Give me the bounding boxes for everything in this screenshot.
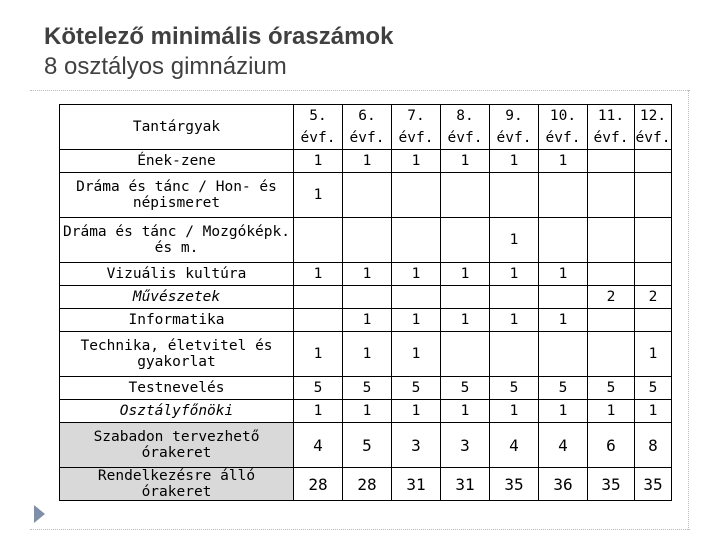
- hours-cell: [539, 286, 588, 309]
- hours-cell: 6: [588, 423, 635, 468]
- hours-cell: 5: [490, 377, 539, 400]
- hours-cell: 1: [539, 150, 588, 173]
- table-row: [60, 218, 672, 263]
- hours-cell: 4: [294, 423, 343, 468]
- hours-cell: 35: [635, 468, 672, 501]
- subject-cell: Szabadon tervezhető órakeret: [60, 423, 294, 468]
- year-header: [490, 105, 539, 150]
- year-unit: évf.: [398, 130, 434, 146]
- hours-cell: 5: [294, 377, 343, 400]
- hours-cell: [490, 173, 539, 218]
- hours-cell: [588, 150, 635, 173]
- hours-cell: 1: [294, 332, 343, 377]
- hours-cell: [635, 309, 672, 332]
- hours-cell: 1: [490, 400, 539, 423]
- hours-cell: 1: [539, 309, 588, 332]
- hours-cell: 31: [441, 468, 490, 501]
- hours-cell: [635, 150, 672, 173]
- hours-cell: [635, 263, 672, 286]
- hours-cell: 5: [343, 423, 392, 468]
- hours-cell: 4: [539, 423, 588, 468]
- hours-cell: 1: [441, 309, 490, 332]
- table-row: [60, 150, 672, 173]
- hours-cell: [588, 332, 635, 377]
- subject-cell: Osztályfőnöki: [60, 400, 294, 423]
- hours-cell: [392, 286, 441, 309]
- hours-cell: 1: [343, 150, 392, 173]
- hours-cell: 1: [441, 263, 490, 286]
- hours-cell: 5: [392, 377, 441, 400]
- year-unit: évf.: [447, 130, 483, 146]
- hours-cell: [490, 286, 539, 309]
- bottom-divider: [30, 529, 690, 530]
- table-row-total-hours: [60, 468, 672, 501]
- year-header: [392, 105, 441, 150]
- hours-cell: 1: [392, 309, 441, 332]
- hours-cell: 3: [441, 423, 490, 468]
- hours-cell: 1: [490, 309, 539, 332]
- hours-cell: 8: [635, 423, 672, 468]
- hours-cell: 1: [441, 400, 490, 423]
- hours-cell: 28: [343, 468, 392, 501]
- hours-cell: 1: [588, 400, 635, 423]
- subject-cell: Dráma és tánc / Mozgóképk. és m.: [60, 218, 294, 263]
- hours-cell: 1: [343, 400, 392, 423]
- year-header: [588, 105, 635, 150]
- hours-cell: 1: [392, 263, 441, 286]
- subject-cell: Dráma és tánc / Hon- és népismeret: [60, 173, 294, 218]
- year-unit: évf.: [349, 130, 385, 146]
- year-unit: évf.: [496, 130, 532, 146]
- top-divider: [30, 90, 690, 91]
- hours-cell: 1: [294, 150, 343, 173]
- hours-cell: [294, 218, 343, 263]
- hours-cell: [490, 332, 539, 377]
- year-number: 7.: [407, 108, 425, 124]
- hours-cell: 5: [588, 377, 635, 400]
- hours-cell: 5: [539, 377, 588, 400]
- hours-cell: 2: [588, 286, 635, 309]
- hours-cell: [343, 286, 392, 309]
- hours-cell: [635, 218, 672, 263]
- subject-cell: Informatika: [60, 309, 294, 332]
- year-number: 11.: [597, 108, 625, 124]
- hours-cell: [294, 286, 343, 309]
- year-header: [635, 105, 672, 150]
- subject-cell: Művészetek: [60, 286, 294, 309]
- hours-cell: [588, 173, 635, 218]
- subject-header: Tantárgyak: [60, 105, 294, 150]
- hours-cell: 1: [294, 173, 343, 218]
- hours-cell: 1: [343, 263, 392, 286]
- right-divider: [688, 90, 689, 530]
- hours-cell: [441, 286, 490, 309]
- hours-cell: 1: [539, 400, 588, 423]
- hours-cell: [588, 263, 635, 286]
- subject-cell: Ének-zene: [60, 150, 294, 173]
- hours-cell: 5: [635, 377, 672, 400]
- table-row: [60, 309, 672, 332]
- hours-cell: [343, 173, 392, 218]
- subject-cell: Testnevelés: [60, 377, 294, 400]
- hours-cell: 1: [635, 400, 672, 423]
- table-row-free-hours: [60, 423, 672, 468]
- hours-cell: 3: [392, 423, 441, 468]
- hours-cell: 36: [539, 468, 588, 501]
- table-row: [60, 263, 672, 286]
- hours-cell: 28: [294, 468, 343, 501]
- hours-cell: 1: [343, 309, 392, 332]
- subject-cell: Technika, életvitel és gyakorlat: [60, 332, 294, 377]
- hours-cell: 1: [294, 400, 343, 423]
- year-header: [343, 105, 392, 150]
- subject-cell: Rendelkezésre álló órakeret: [60, 468, 294, 501]
- hours-cell: 1: [294, 263, 343, 286]
- table-row: [60, 400, 672, 423]
- hours-cell: [588, 309, 635, 332]
- hours-cell: [539, 173, 588, 218]
- hours-cell: 35: [490, 468, 539, 501]
- year-header: [294, 105, 343, 150]
- hours-cell: 1: [392, 400, 441, 423]
- hours-cell: 1: [490, 263, 539, 286]
- year-header: [539, 105, 588, 150]
- subject-cell: Vizuális kultúra: [60, 263, 294, 286]
- slide-title-block: [44, 22, 393, 82]
- hours-cell: 1: [635, 332, 672, 377]
- table-row: [60, 332, 672, 377]
- hours-cell: [635, 173, 672, 218]
- year-number: 9.: [505, 108, 523, 124]
- hours-cell: 5: [343, 377, 392, 400]
- hours-table: [59, 104, 672, 501]
- hours-cell: 4: [490, 423, 539, 468]
- year-number: 10.: [549, 108, 577, 124]
- bullet-arrow-icon: [34, 505, 45, 523]
- slide-subtitle: 8 osztályos gimnázium: [44, 53, 287, 80]
- hours-cell: [392, 173, 441, 218]
- table-row: [60, 377, 672, 400]
- hours-cell: 1: [392, 150, 441, 173]
- hours-cell: [392, 218, 441, 263]
- year-header: [441, 105, 490, 150]
- year-unit: évf.: [300, 130, 336, 146]
- slide-title: Kötelező minimális óraszámok: [44, 23, 394, 50]
- year-number: 12.: [639, 108, 667, 124]
- hours-cell: 1: [490, 218, 539, 263]
- year-number: 6.: [358, 108, 376, 124]
- hours-cell: [588, 218, 635, 263]
- hours-cell: [343, 218, 392, 263]
- header-row: [60, 105, 672, 150]
- hours-cell: 2: [635, 286, 672, 309]
- hours-cell: 1: [539, 263, 588, 286]
- hours-cell: 35: [588, 468, 635, 501]
- year-unit: évf.: [593, 130, 629, 146]
- year-unit: évf.: [545, 130, 581, 146]
- hours-cell: [539, 332, 588, 377]
- hours-cell: 1: [343, 332, 392, 377]
- hours-cell: [441, 332, 490, 377]
- hours-cell: 5: [441, 377, 490, 400]
- hours-cell: 1: [392, 332, 441, 377]
- table-row: [60, 286, 672, 309]
- hours-cell: 31: [392, 468, 441, 501]
- hours-cell: [294, 309, 343, 332]
- year-unit: évf.: [635, 130, 671, 146]
- table-row: [60, 173, 672, 218]
- hours-cell: [441, 218, 490, 263]
- year-number: 8.: [456, 108, 474, 124]
- hours-cell: [441, 173, 490, 218]
- hours-cell: 1: [490, 150, 539, 173]
- year-number: 5.: [309, 108, 327, 124]
- hours-cell: [539, 218, 588, 263]
- hours-cell: 1: [441, 150, 490, 173]
